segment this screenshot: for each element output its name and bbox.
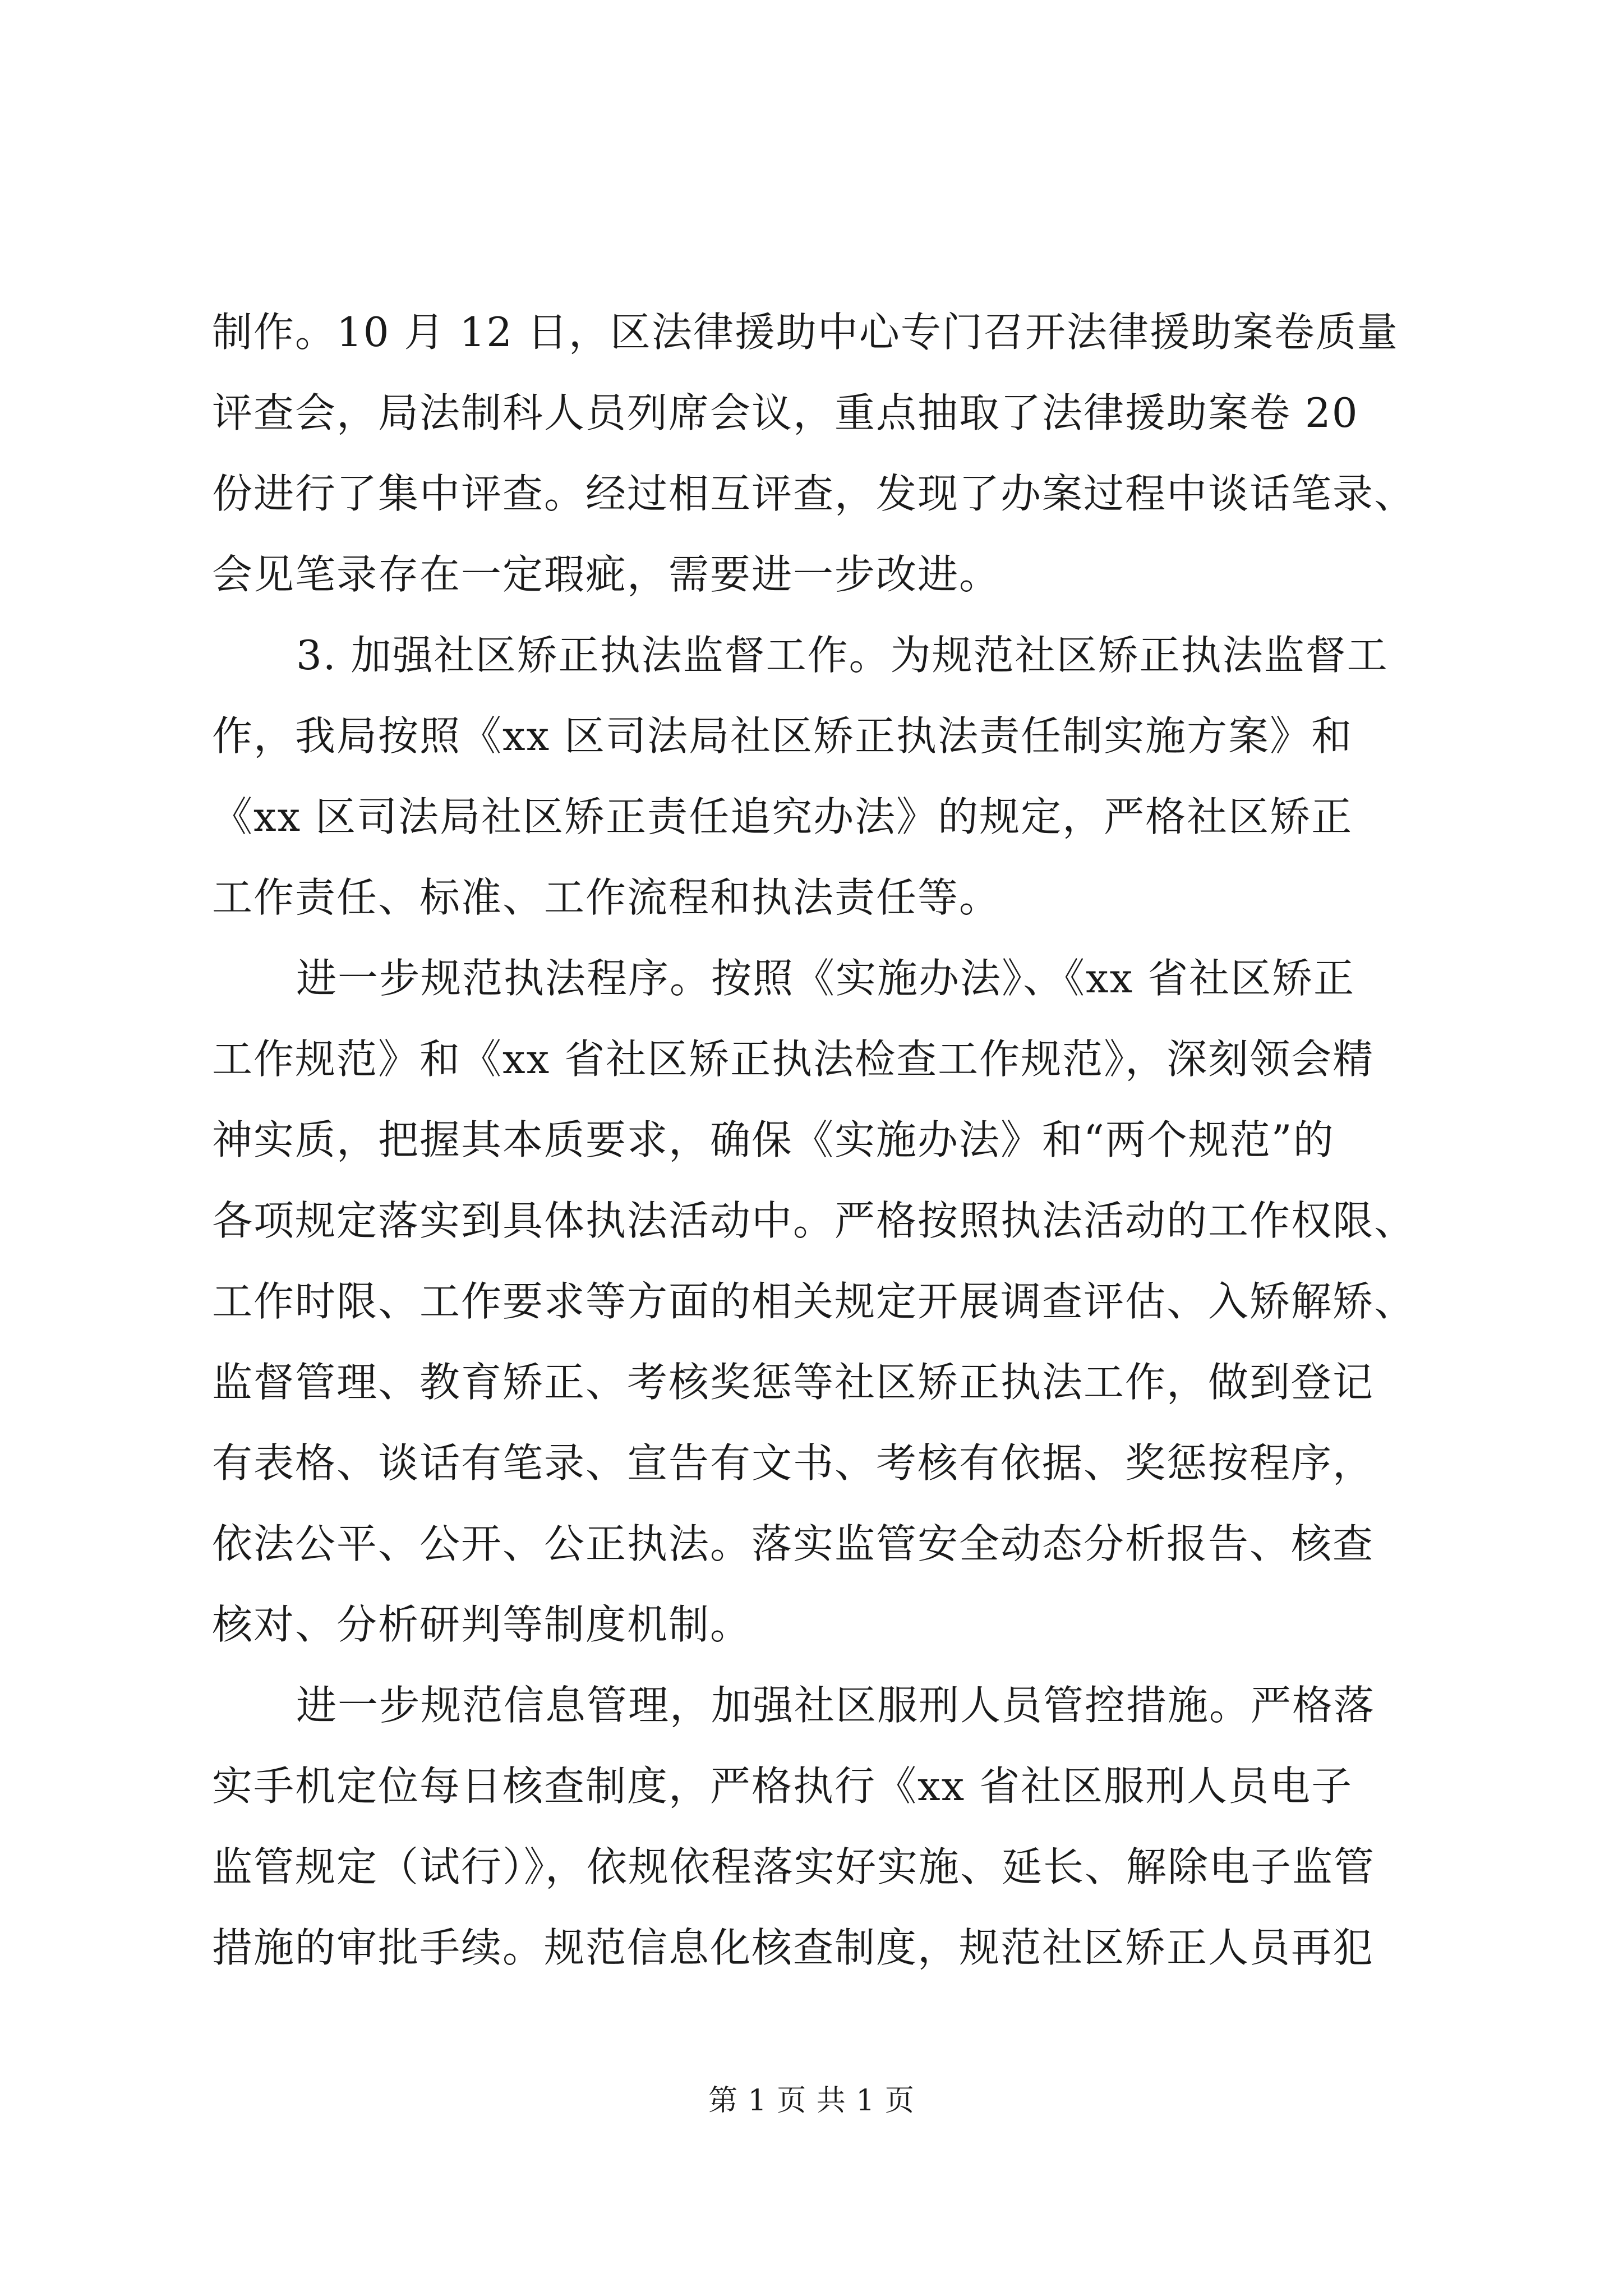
text-line: 3. 加强社区矫正执法监督工作。为规范社区矫正执法监督工 bbox=[296, 632, 1389, 679]
text-line: 进一步规范执法程序。按照《实施办法》、《xx 省社区矫正 bbox=[296, 955, 1355, 1002]
text-line: 工作时限、工作要求等方面的相关规定开展调查评估、入矫解矫、 bbox=[212, 1278, 1416, 1325]
text-line: 措施的审批手续。规范信息化核查制度，规范社区矫正人员再犯 bbox=[212, 1924, 1375, 1971]
text-line: 份进行了集中评查。经过相互评查，发现了办案过程中谈话笔录、 bbox=[212, 470, 1416, 517]
text-line: 核对、分析研判等制度机制。 bbox=[212, 1601, 752, 1648]
document-body bbox=[212, 292, 1423, 1988]
text-line: 《xx 区司法局社区矫正责任追究办法》的规定，严格社区矫正 bbox=[212, 793, 1353, 840]
text-line: 工作责任、标准、工作流程和执法责任等。 bbox=[212, 874, 1001, 921]
text-line: 进一步规范信息管理，加强社区服刑人员管控措施。严格落 bbox=[296, 1682, 1376, 1729]
paragraph bbox=[212, 615, 1423, 938]
text-line: 依法公平、公开、公正执法。落实监管安全动态分析报告、核查 bbox=[212, 1520, 1375, 1567]
text-line: 神实质，把握其本质要求，确保《实施办法》和“两个规范”的 bbox=[212, 1116, 1335, 1163]
text-line: 有表格、谈话有笔录、宣告有文书、考核有依据、奖惩按程序， bbox=[212, 1439, 1375, 1487]
page-footer bbox=[0, 2081, 1623, 2120]
text-line: 评查会，局法制科人员列席会议，重点抽取了法律援助案卷 20 bbox=[212, 389, 1359, 436]
page-number-label: 第 1 页 共 1 页 bbox=[708, 2084, 915, 2118]
text-line: 各项规定落实到具体执法活动中。严格按照执法活动的工作权限、 bbox=[212, 1197, 1416, 1244]
text-line: 工作规范》和《xx 省社区矫正执法检查工作规范》，深刻领会精 bbox=[212, 1036, 1375, 1083]
paragraph bbox=[212, 292, 1423, 615]
text-line: 监管规定（试行）》，依规依程落实好实施、延长、解除电子监管 bbox=[212, 1843, 1376, 1890]
text-line: 监督管理、教育矫正、考核奖惩等社区矫正执法工作，做到登记 bbox=[212, 1359, 1375, 1406]
paragraph bbox=[212, 1665, 1423, 1988]
text-line: 实手机定位每日核查制度，严格执行《xx 省社区服刑人员电子 bbox=[212, 1763, 1353, 1810]
text-line: 制作。10 月 12 日，区法律援助中心专门召开法律援助案卷质量 bbox=[212, 309, 1399, 356]
text-line: 作，我局按照《xx 区司法局社区矫正执法责任制实施方案》和 bbox=[212, 712, 1353, 760]
text-line: 会见笔录存在一定瑕疵，需要进一步改进。 bbox=[212, 551, 1001, 598]
paragraph bbox=[212, 938, 1423, 1665]
